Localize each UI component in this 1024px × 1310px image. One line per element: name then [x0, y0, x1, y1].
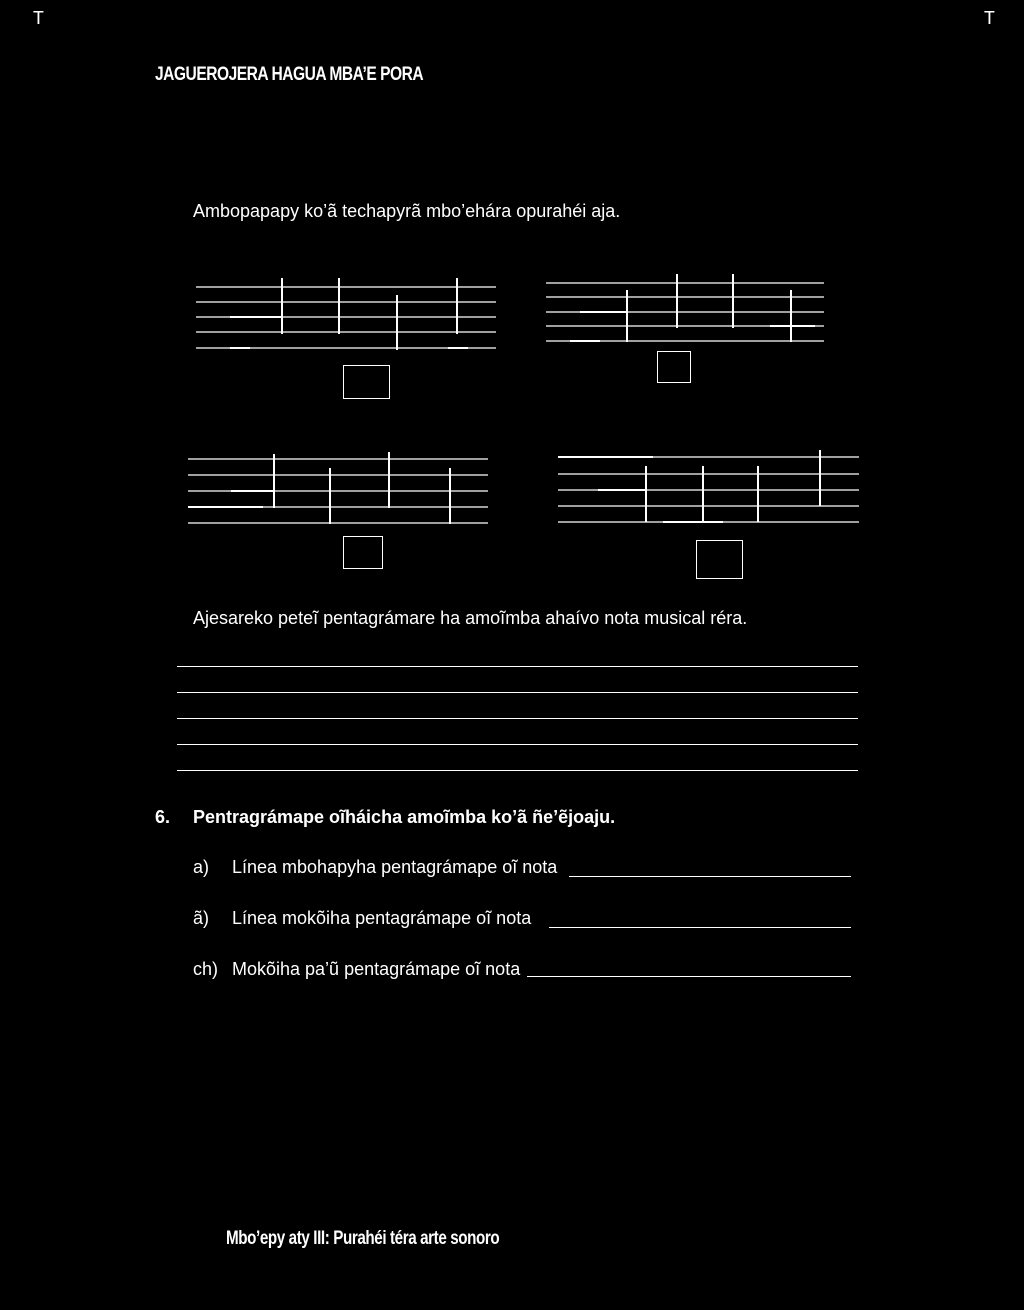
corner-mark-left: T: [33, 8, 44, 29]
item-text-b: Línea mokõiha pentagrámape oĩ nota: [232, 908, 532, 928]
page-footer: Mbo’epy aty III: Purahéi téra arte sonoro: [226, 1228, 500, 1249]
writing-line[interactable]: [177, 666, 858, 667]
item-text-ch: Mokõiha pa’ũ pentagrámape oĩ nota: [232, 959, 521, 979]
corner-mark-right: T: [984, 8, 995, 29]
write-instruction: Ajesareko peteĩ pentagrámare ha amoĩmba ahaívo nota musical réra.: [193, 608, 748, 628]
answer-box-staff-3[interactable]: [343, 536, 383, 569]
answer-box-staff-4[interactable]: [696, 540, 743, 579]
writing-line[interactable]: [177, 692, 858, 693]
question-number: 6.: [155, 807, 171, 827]
music-staff-1: [190, 270, 502, 360]
question-prompt: Pentragrámape oĩháicha amoĩmba ko’ã ñe’ẽjoaju.: [193, 807, 616, 827]
writing-line[interactable]: [177, 770, 858, 771]
music-staff-2: [540, 268, 830, 348]
answer-box-staff-2[interactable]: [657, 351, 691, 383]
item-label-ch: ch): [193, 959, 219, 979]
music-staff-4: [553, 446, 865, 530]
answer-line-a[interactable]: [569, 876, 851, 877]
page-header-title: JAGUEROJERA HAGUA MBA’E PORA: [155, 64, 424, 85]
item-text-a: Línea mbohapyha pentagrámape oĩ nota: [232, 857, 558, 877]
staves-instruction: Ambopapapy ko’ã techapyrã mbo’ehára opurahéi aja.: [193, 201, 621, 221]
writing-line[interactable]: [177, 718, 858, 719]
music-staff-3: [183, 446, 493, 530]
answer-line-b[interactable]: [549, 927, 851, 928]
item-label-a: a): [193, 857, 210, 877]
writing-line[interactable]: [177, 744, 858, 745]
answer-line-ch[interactable]: [527, 976, 851, 977]
answer-box-staff-1[interactable]: [343, 365, 390, 399]
item-label-b: ã): [193, 908, 210, 928]
